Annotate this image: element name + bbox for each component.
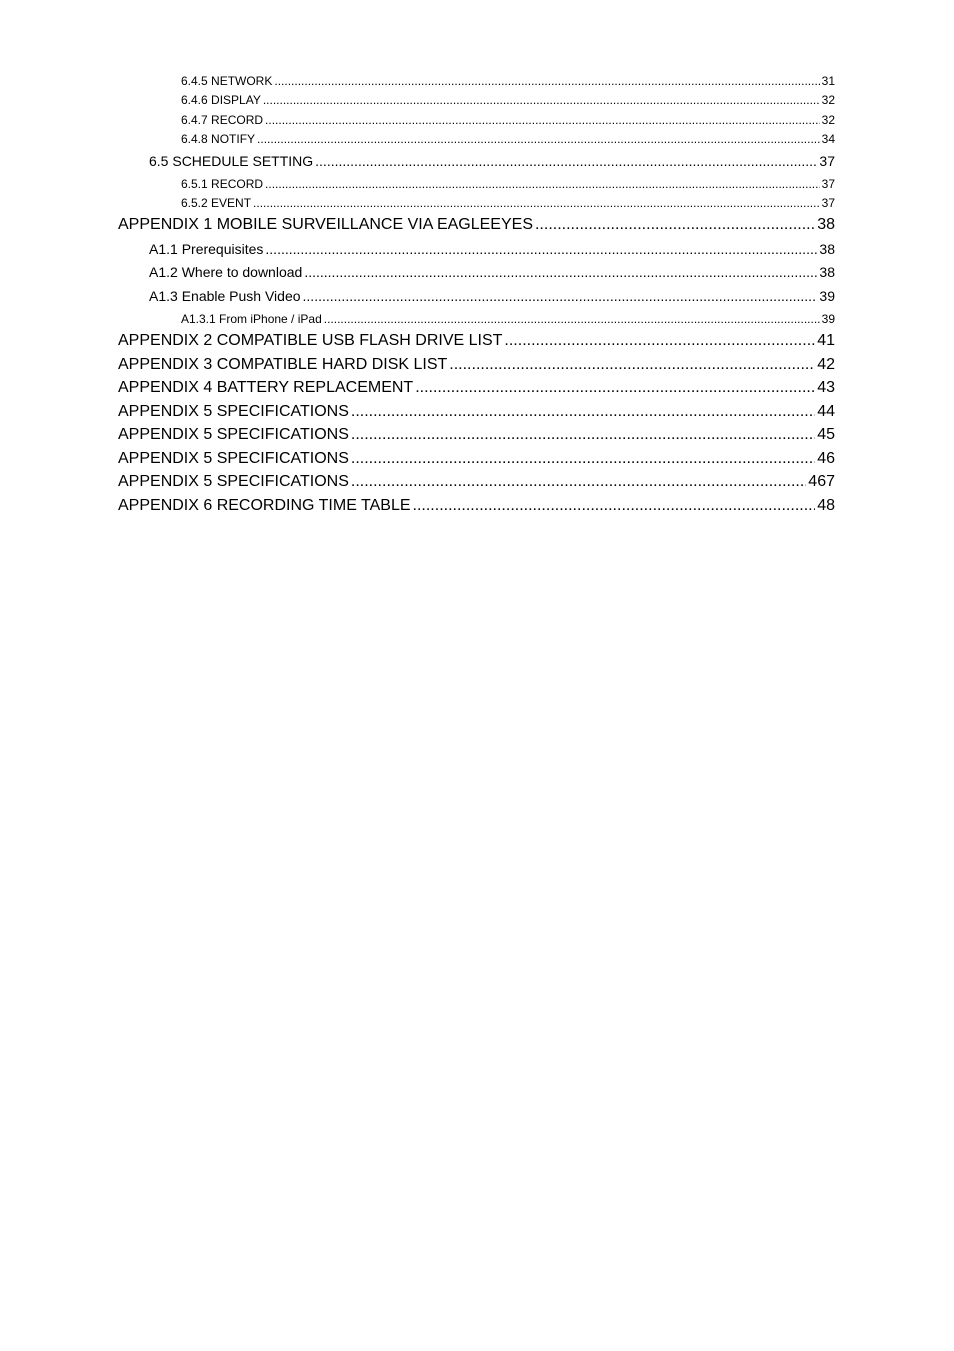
toc-entry[interactable] [118, 426, 835, 444]
toc-entry-label: APPENDIX 5 SPECIFICATIONS [118, 473, 349, 490]
dot-leader [535, 216, 815, 234]
toc-entry[interactable] [118, 379, 835, 397]
toc-entry-page: 34 [821, 132, 835, 146]
toc-entry[interactable] [118, 216, 835, 234]
dot-leader [263, 93, 820, 107]
toc-entry[interactable] [118, 356, 835, 374]
toc-entry-label: A1.3 Enable Push Video [149, 288, 301, 304]
dot-leader [449, 356, 815, 374]
toc-entry-page: 37 [821, 177, 835, 191]
toc-entry-label: 6.4.8 NOTIFY [181, 132, 256, 146]
toc-entry-page: 45 [817, 426, 835, 443]
dot-leader [351, 426, 815, 444]
toc-entry-page: 44 [817, 403, 835, 420]
dot-leader [274, 74, 819, 88]
dot-leader [504, 332, 815, 350]
dot-leader [351, 450, 815, 468]
toc-entry[interactable] [118, 473, 835, 491]
toc-entry-label: 6.5.2 EVENT [181, 196, 252, 210]
dot-leader [351, 473, 806, 491]
toc-entry[interactable] [181, 74, 835, 88]
toc-entry-label: A1.2 Where to download [149, 264, 303, 280]
toc-entry-label: APPENDIX 5 SPECIFICATIONS [118, 403, 349, 420]
toc-entry-label: APPENDIX 5 SPECIFICATIONS [118, 450, 349, 467]
toc-entry[interactable] [149, 264, 835, 280]
toc-entry[interactable] [118, 497, 835, 515]
dot-leader [315, 153, 817, 169]
dot-leader [303, 288, 818, 304]
toc-entry-label: APPENDIX 5 SPECIFICATIONS [118, 426, 349, 443]
dot-leader [324, 312, 820, 326]
toc-entry[interactable] [181, 312, 835, 326]
toc-entry-label: APPENDIX 3 COMPATIBLE HARD DISK LIST [118, 356, 448, 373]
dot-leader [265, 113, 820, 127]
toc-entry-label: A1.3.1 From iPhone / iPad [181, 312, 322, 326]
toc-entry-label: APPENDIX 1 MOBILE SURVEILLANCE VIA EAGLEEYES [118, 216, 533, 233]
toc-entry-page: 46 [817, 450, 835, 467]
toc-entry-page: 39 [819, 288, 835, 304]
dot-leader [253, 196, 820, 210]
toc-entry-page: 38 [819, 241, 835, 257]
toc-entry-page: 39 [821, 312, 835, 326]
toc-entry-page: 42 [817, 356, 835, 373]
toc-entry-page: 41 [817, 332, 835, 349]
toc-entry-label: A1.1 Prerequisites [149, 241, 264, 257]
dot-leader [265, 241, 817, 257]
toc-entry-page: 38 [819, 264, 835, 280]
dot-leader [265, 177, 820, 191]
toc-entry-page: 43 [817, 379, 835, 396]
toc-entry-page: 467 [808, 473, 835, 490]
toc-entry[interactable] [118, 450, 835, 468]
toc-entry-label: 6.5.1 RECORD [181, 177, 264, 191]
toc-entry-label: 6.4.6 DISPLAY [181, 93, 261, 107]
toc-entry-page: 37 [821, 196, 835, 210]
toc-entry-label: APPENDIX 6 RECORDING TIME TABLE [118, 497, 411, 514]
toc-entry[interactable] [118, 332, 835, 350]
toc-entry[interactable] [181, 113, 835, 127]
dot-leader [413, 497, 816, 515]
toc-entry[interactable] [118, 403, 835, 421]
toc-entry[interactable] [181, 196, 835, 210]
toc-entry-label: APPENDIX 2 COMPATIBLE USB FLASH DRIVE LIST [118, 332, 503, 349]
toc-entry-page: 32 [821, 113, 835, 127]
toc-entry[interactable] [181, 132, 835, 146]
dot-leader [304, 264, 817, 280]
toc-entry[interactable] [181, 177, 835, 191]
toc-entry-page: 38 [817, 216, 835, 233]
toc-entry-label: 6.4.5 NETWORK [181, 74, 273, 88]
dot-leader [351, 403, 815, 421]
dot-leader [257, 132, 820, 146]
toc-entry-label: 6.4.7 RECORD [181, 113, 264, 127]
toc-entry[interactable] [149, 288, 835, 304]
toc-entry-page: 32 [821, 93, 835, 107]
toc-entry-label: APPENDIX 4 BATTERY REPLACEMENT [118, 379, 414, 396]
dot-leader [415, 379, 815, 397]
toc-entry[interactable] [149, 153, 835, 169]
toc-entry-page: 31 [821, 74, 835, 88]
toc-entry[interactable] [181, 93, 835, 107]
toc-entry-page: 48 [817, 497, 835, 514]
toc-entry-page: 37 [819, 153, 835, 169]
toc-entry[interactable] [149, 241, 835, 257]
toc-entry-label: 6.5 SCHEDULE SETTING [149, 153, 314, 169]
